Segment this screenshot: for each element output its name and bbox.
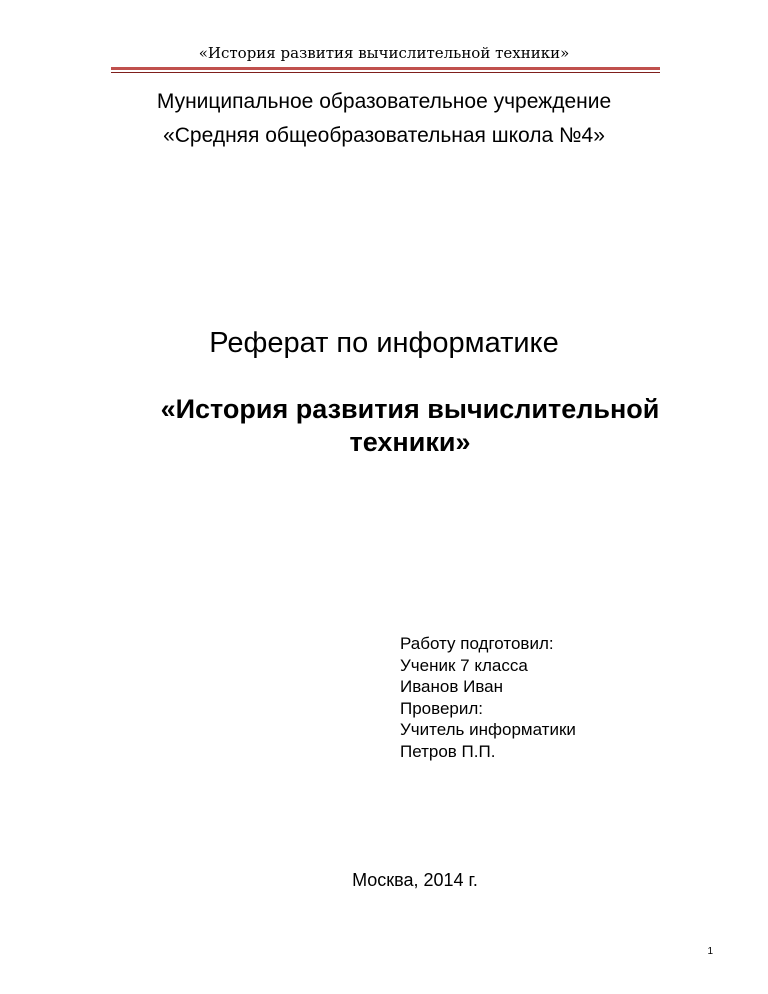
credits-block <box>400 633 576 762</box>
running-header: «История развития вычислительной техники» <box>198 44 570 62</box>
student-name: Иванов Иван <box>400 677 504 696</box>
header-rule <box>111 67 660 70</box>
checked-by-label: Проверил: <box>400 698 484 718</box>
student-class: Ученик 7 класса <box>400 655 528 675</box>
prepared-by-label: Работу подготовил: <box>400 634 554 653</box>
institution-name-line-2: «Средняя общеобразовательная школа №4» <box>163 124 605 147</box>
teacher-role: Учитель информатики <box>400 720 576 739</box>
institution-name-line-1: Муниципальное образовательное учреждение <box>156 90 612 113</box>
header-rule-secondary <box>111 72 660 73</box>
page-number: 1 <box>707 946 713 957</box>
place-and-year: Москва, 2014 г. <box>352 870 478 890</box>
document-title: «История развития вычислительной техники» <box>160 394 660 457</box>
teacher-name: Петров П.П. <box>400 741 496 761</box>
document-type: Реферат по информатике <box>209 327 559 359</box>
